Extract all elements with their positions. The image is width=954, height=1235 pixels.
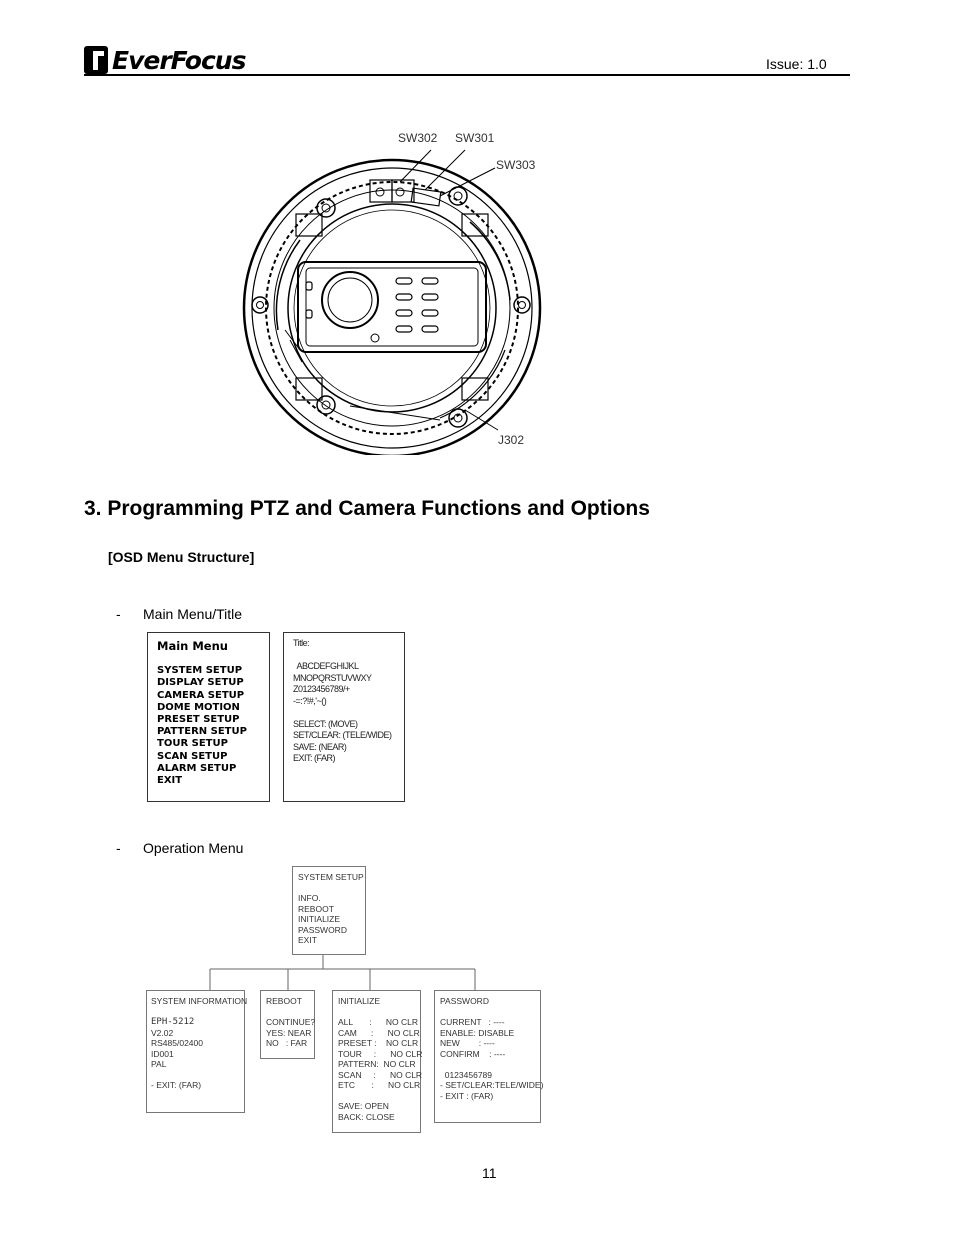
reboot-box	[260, 990, 315, 1059]
initialize-box	[332, 990, 421, 1133]
system-setup-heading: SYSTEM SETUP	[298, 872, 364, 882]
password-confirm: CONFIRM : ----	[440, 1048, 506, 1059]
issue-label: Issue: 1.0	[766, 56, 827, 72]
initialize-tour: TOUR : NO CLR	[338, 1048, 423, 1059]
initialize-heading: INITIALIZE	[338, 996, 381, 1006]
bullet-dash: -	[116, 840, 121, 856]
reboot-no: NO : FAR	[266, 1038, 308, 1048]
system-setup-item-initialize: INITIALIZE	[298, 914, 341, 924]
password-heading: PASSWORD	[440, 996, 489, 1006]
title-setclear-hint: SET/CLEAR: (TELE/WIDE)	[293, 730, 392, 740]
menu-item-exit: EXIT	[157, 775, 183, 787]
menu-item-dome-motion: DOME MOTION	[157, 701, 240, 713]
initialize-scan: SCAN : NO CLR	[338, 1069, 423, 1080]
menu-tree-connectors	[200, 950, 490, 994]
menu-item-preset-setup: PRESET SETUP	[157, 714, 240, 726]
initialize-cam: CAM : NO CLR	[338, 1027, 420, 1038]
system-information-model: EPH-5212	[151, 1017, 195, 1027]
menu-item-tour-setup: TOUR SETUP	[157, 738, 228, 750]
everfocus-logo	[84, 44, 245, 76]
j302-label: J302	[498, 433, 525, 447]
brand-name: EverFocus	[112, 45, 246, 75]
password-exit-hint: - EXIT : (FAR)	[440, 1090, 494, 1101]
password-box	[434, 990, 544, 1123]
reboot-heading: REBOOT	[266, 996, 302, 1006]
system-setup-box	[292, 866, 366, 955]
system-setup-item-exit: EXIT	[298, 935, 317, 945]
system-information-heading: SYSTEM INFORMATION	[151, 996, 248, 1006]
dome-camera-diagram	[240, 125, 550, 455]
password-current: CURRENT : ----	[440, 1017, 505, 1027]
password-new: NEW : ----	[440, 1038, 495, 1048]
title-charset-line-4: -=:?!#,'~()	[293, 695, 327, 706]
reboot-continue: CONTINUE?	[266, 1017, 316, 1027]
system-information-box	[146, 990, 248, 1113]
title-save-hint: SAVE: (NEAR)	[293, 741, 347, 752]
system-setup-item-reboot: REBOOT	[298, 903, 334, 914]
menu-item-pattern-setup: PATTERN SETUP	[157, 726, 247, 738]
sw303-label: SW303	[496, 158, 536, 172]
title-exit-hint: EXIT: (FAR)	[293, 753, 336, 763]
initialize-back: BACK: CLOSE	[338, 1111, 395, 1122]
system-information-id: ID001	[151, 1048, 174, 1059]
sw302-label: SW302	[398, 131, 438, 145]
bullet-dash: -	[116, 606, 121, 622]
title-charset-line-1: ABCDEFGHIJKL	[293, 661, 359, 671]
menu-item-display-setup: DISPLAY SETUP	[157, 677, 244, 689]
menu-item-scan-setup: SCAN SETUP	[157, 750, 228, 762]
everfocus-logo-icon	[84, 46, 108, 74]
section-subheading: [OSD Menu Structure]	[108, 549, 255, 565]
menu-item-camera-setup: CAMERA SETUP	[157, 689, 245, 701]
system-information-video: PAL	[151, 1059, 167, 1069]
title-charset-line-2: MNOPQRSTUVWXY	[293, 672, 372, 683]
header-rule	[84, 74, 850, 76]
menu-item-alarm-setup: ALARM SETUP	[157, 762, 237, 774]
title-box	[283, 632, 405, 802]
main-menu-box	[147, 632, 270, 802]
password-digits: 0123456789	[440, 1069, 492, 1080]
password-setclear-hint: - SET/CLEAR:TELE/WIDE)	[440, 1080, 544, 1090]
sw301-label: SW301	[455, 131, 495, 145]
menu-item-system-setup: SYSTEM SETUP	[157, 665, 243, 677]
system-information-protocol: RS485/02400	[151, 1038, 203, 1048]
initialize-save: SAVE: OPEN	[338, 1101, 389, 1111]
initialize-pattern: PATTERN: NO CLR	[338, 1059, 416, 1069]
title-heading: Title:	[293, 638, 310, 648]
reboot-yes: YES: NEAR	[266, 1027, 312, 1038]
system-information-version: V2.02	[151, 1027, 174, 1038]
operation-menu-label: Operation Menu	[143, 840, 244, 856]
title-charset-line-3: Z0123456789/+	[293, 684, 350, 694]
system-setup-item-password: PASSWORD	[298, 924, 347, 935]
system-setup-item-info: INFO.	[298, 893, 321, 903]
initialize-preset: PRESET : NO CLR	[338, 1038, 419, 1048]
title-select-hint: SELECT: (MOVE)	[293, 718, 358, 729]
section-heading: 3. Programming PTZ and Camera Functions and Options	[84, 497, 650, 520]
initialize-all: ALL : NO CLR	[338, 1017, 418, 1027]
page-number: 11	[482, 1165, 497, 1181]
password-enable: ENABLE: DISABLE	[440, 1027, 515, 1038]
system-information-exit: - EXIT: (FAR)	[151, 1080, 202, 1090]
main-menu-heading: Main Menu	[157, 639, 228, 653]
initialize-etc: ETC : NO CLR	[338, 1080, 421, 1090]
main-menu-title-label: Main Menu/Title	[143, 606, 243, 622]
